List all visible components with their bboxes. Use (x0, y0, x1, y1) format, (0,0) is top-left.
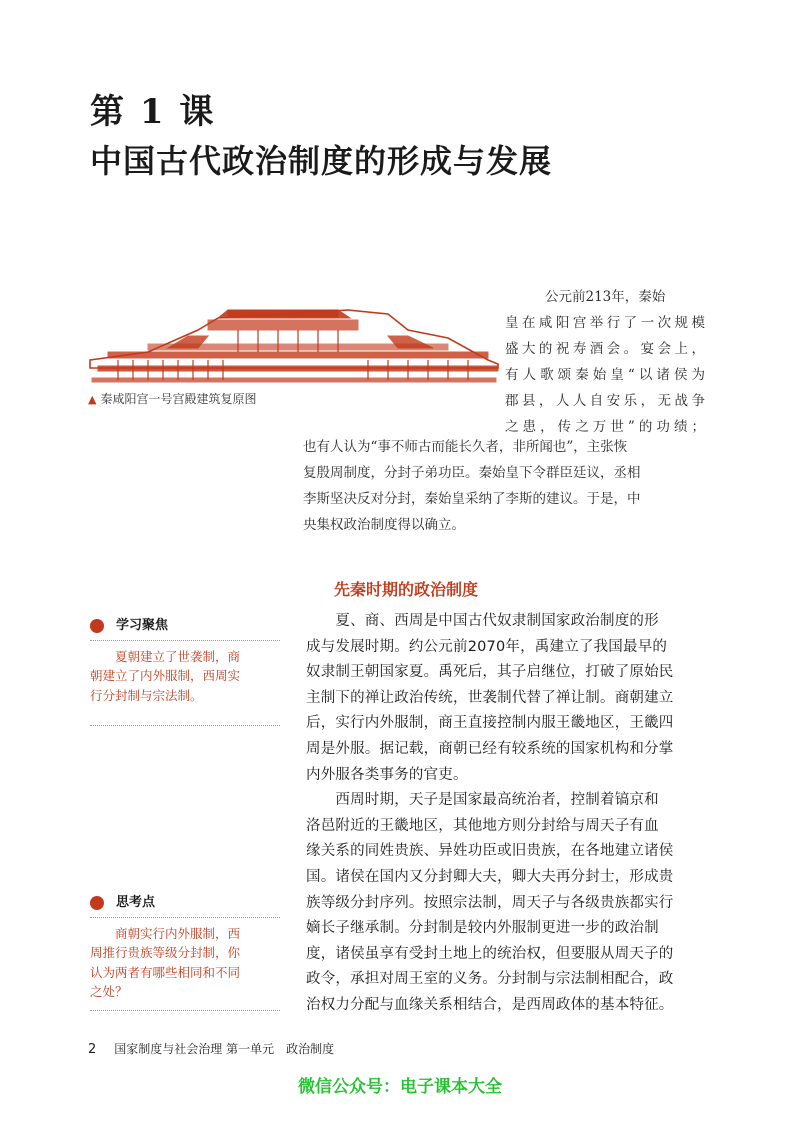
divider (90, 640, 280, 641)
body-line: 后，实行内外服制，商王直接控制内服王畿地区，王畿四 (306, 715, 674, 732)
intro-line: 央集权政治制度得以确立。 (303, 517, 465, 533)
divider (90, 917, 280, 918)
body-line: 缘关系的同姓贵族、异姓功臣或旧贵族，在各地建立诸侯 (306, 843, 674, 860)
page-footer (88, 1040, 334, 1057)
illustration-caption (88, 390, 256, 407)
divider (90, 725, 280, 726)
intro-line: 李斯坚决反对分封，秦始皇采纳了李斯的建议。于是，中 (303, 491, 641, 507)
focus-label: 学习聚焦 (116, 618, 169, 633)
focus-line: 行分封制与宗法制。 (90, 687, 203, 703)
page-number: 2 (88, 1042, 97, 1057)
red-dot-icon (90, 896, 104, 910)
focus-box (90, 616, 280, 726)
intro-line: 皇在咸阳宫举行了一次规模 (505, 315, 705, 331)
running-title: 国家制度与社会治理 第一单元 政治制度 (114, 1042, 335, 1056)
intro-line: 也有人认为“事不师古而能长久者，非所闻也”，主张恢 (303, 439, 628, 455)
caption-marker-icon: ▲ (88, 393, 97, 406)
thinking-box (90, 893, 280, 1011)
intro-right-column (505, 284, 705, 440)
intro-line: 公元前213年，秦始 (545, 289, 666, 305)
intro-line: 之患，传之万世”的功绩； (505, 419, 705, 435)
red-dot-icon (90, 619, 104, 633)
focus-text (90, 647, 280, 706)
thinking-text (90, 924, 280, 1002)
lesson-number: 第 1 课 (90, 92, 216, 132)
body-line: 主制下的禅让政治传统，世袭制代替了禅让制。商朝建立 (306, 689, 674, 706)
intro-line: 复殷周制度，分封子弟功臣。秦始皇下令群臣廷议，丞相 (303, 465, 641, 481)
focus-line: 夏朝建立了世袭制，商 (90, 648, 241, 664)
body-line: 洛邑附近的王畿地区，其他地方则分封给与周天子有血 (306, 817, 659, 834)
intro-line: 盛大的祝寿酒会。宴会上， (505, 341, 705, 357)
body-line: 内外服各类事务的官吏。 (306, 766, 468, 783)
thinking-line: 认为两者有哪些相同和不同 (90, 964, 241, 980)
intro-line: 有人歌颂秦始皇“以诸侯为 (505, 367, 705, 383)
caption-text: 秦咸阳宫一号宫殿建筑复原图 (100, 392, 257, 406)
thinking-line: 之处？ (90, 984, 128, 999)
thinking-line: 商朝实行内外服制，西 (90, 925, 241, 941)
focus-line: 朝建立了内外服制，西周实 (90, 668, 241, 683)
section-heading: 先秦时期的政治制度 (334, 580, 479, 599)
body-line: 周是外服。据记载，商朝已经有较系统的国家机构和分掌 (306, 740, 674, 757)
focus-header (90, 616, 280, 636)
watermark-text: 微信公众号：电子课本大全 (298, 1077, 502, 1097)
body-line: 西周时期，天子是国家最高统治者，控制着镐京和 (306, 792, 659, 809)
palace-illustration (88, 290, 500, 390)
body-line: 奴隶制王朝国家夏。禹死后，其子启继位，打破了原始民 (306, 664, 674, 681)
body-line: 政令，承担对周王室的义务。分封制与宗法制相配合，政 (306, 971, 674, 988)
thinking-line: 周推行贵族等级分封制，你 (90, 945, 241, 960)
lesson-title: 中国古代政治制度的形成与发展 (90, 142, 553, 180)
body-line: 夏、商、西周是中国古代奴隶制国家政治制度的形 (306, 613, 659, 629)
body-line: 族等级分封序列。按照宗法制，周天子与各级贵族都实行 (306, 894, 674, 911)
body-line: 度，诸侯虽享有受封土地上的统治权，但要服从周天子的 (306, 945, 674, 962)
thinking-label: 思考点 (116, 895, 156, 910)
section-body (306, 609, 706, 1019)
body-line: 治权力分配与血缘关系相结合，是西周政体的基本特征。 (306, 996, 674, 1013)
intro-line: 郡县，人人自安乐，无战争 (505, 393, 705, 409)
intro-full-width (303, 434, 703, 538)
body-line: 国。诸侯在国内又分封卿大夫，卿大夫再分封士，形成贵 (306, 868, 674, 885)
body-line: 成与发展时期。约公元前2070年，禹建立了我国最早的 (306, 638, 668, 655)
divider (90, 1010, 280, 1011)
thinking-header (90, 893, 280, 913)
body-line: 嫡长子继承制。分封制是较内外服制更进一步的政治制 (306, 920, 659, 937)
